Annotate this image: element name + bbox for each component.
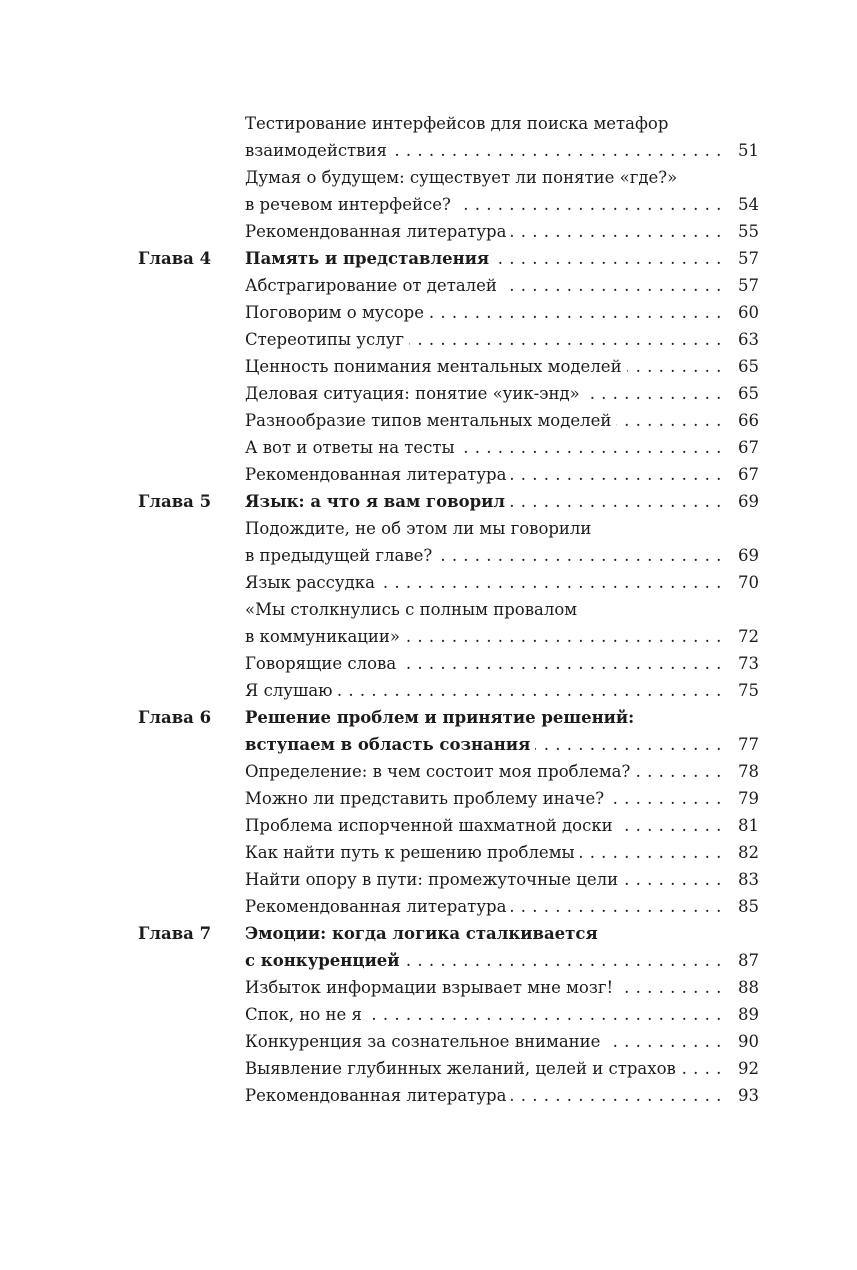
section-title-line xyxy=(245,1082,721,1109)
toc-entry xyxy=(0,1055,857,1082)
section-title: Тестирование интерфейсов для поиска метафор xyxy=(245,114,673,133)
toc-entry xyxy=(0,812,857,839)
section-title: Разнообразие типов ментальных моделей xyxy=(245,411,616,430)
section-title-line xyxy=(245,434,721,461)
page-number: 70 xyxy=(738,573,759,592)
section-title-line xyxy=(245,677,721,704)
page-number: 72 xyxy=(738,627,759,646)
section-title-line xyxy=(245,137,721,164)
section-title-line xyxy=(245,758,721,785)
toc-entry xyxy=(0,218,857,245)
toc-entry xyxy=(0,893,857,920)
page-number: 92 xyxy=(738,1059,759,1078)
section-title-line xyxy=(245,542,721,569)
section-title: Подождите, не об этом ли мы говорили xyxy=(245,519,596,538)
page-number: 83 xyxy=(738,870,759,889)
section-title: «Мы столкнулись с полным провалом xyxy=(245,600,582,619)
toc-entry xyxy=(0,245,857,272)
toc-entry xyxy=(0,326,857,353)
section-title: Поговорим о мусоре xyxy=(245,303,429,322)
page-number: 75 xyxy=(738,681,759,700)
page-number: 77 xyxy=(738,735,759,754)
chapter-title-line xyxy=(245,704,721,731)
page-number: 89 xyxy=(738,1005,759,1024)
toc-entry xyxy=(0,569,857,596)
section-title-line xyxy=(245,650,721,677)
page-number: 67 xyxy=(738,438,759,457)
toc-entry xyxy=(0,1082,857,1109)
section-title: Определение: в чем состоит моя проблема? xyxy=(245,762,635,781)
toc-entry xyxy=(0,137,857,164)
chapter-title: Язык: а что я вам говорил xyxy=(245,492,510,511)
section-title: Рекомендованная литература xyxy=(245,222,511,241)
chapter-title: с конкуренцией xyxy=(245,951,405,970)
page-number: 73 xyxy=(738,654,759,673)
toc-entry xyxy=(0,1028,857,1055)
section-title: Избыток информации взрывает мне мозг! xyxy=(245,978,618,997)
section-title: взаимодействия xyxy=(245,141,392,160)
chapter-title: Решение проблем и принятие решений: xyxy=(245,708,639,727)
chapter-label: Глава 7 xyxy=(138,924,212,943)
page-number: 85 xyxy=(738,897,759,916)
section-title-line xyxy=(245,812,721,839)
page-number: 55 xyxy=(738,222,759,241)
section-title-line xyxy=(245,461,721,488)
toc-entry xyxy=(0,1001,857,1028)
section-title-line xyxy=(245,380,721,407)
toc-entry xyxy=(0,866,857,893)
page-number: 90 xyxy=(738,1032,759,1051)
toc-entry xyxy=(0,731,857,758)
page-number: 93 xyxy=(738,1086,759,1105)
chapter-title: вступаем в область сознания xyxy=(245,735,535,754)
section-title: Спок, но не я xyxy=(245,1005,367,1024)
section-title-line xyxy=(245,1001,721,1028)
toc-entry xyxy=(0,164,857,191)
section-title: Рекомендованная литература xyxy=(245,897,511,916)
section-title-line xyxy=(245,893,721,920)
toc-entry xyxy=(0,677,857,704)
section-title: Проблема испорченной шахматной доски xyxy=(245,816,618,835)
section-title-line xyxy=(245,569,721,596)
section-title: в коммуникации» xyxy=(245,627,405,646)
section-title: Выявление глубинных желаний, целей и страхов xyxy=(245,1059,681,1078)
toc-entry xyxy=(0,515,857,542)
toc-entry xyxy=(0,353,857,380)
section-title-line xyxy=(245,785,721,812)
toc-entry xyxy=(0,623,857,650)
section-title-line xyxy=(245,353,721,380)
toc-entry xyxy=(0,839,857,866)
toc-entry xyxy=(0,434,857,461)
section-title: Конкуренция за сознательное внимание xyxy=(245,1032,605,1051)
section-title-line xyxy=(245,407,721,434)
section-title: Язык рассудка xyxy=(245,573,380,592)
page-number: 69 xyxy=(738,546,759,565)
page-number: 57 xyxy=(738,249,759,268)
page-number: 88 xyxy=(738,978,759,997)
section-title: Рекомендованная литература xyxy=(245,1086,511,1105)
section-title-line xyxy=(245,515,721,542)
chapter-title-line xyxy=(245,947,721,974)
toc-entry xyxy=(0,191,857,218)
page-number: 67 xyxy=(738,465,759,484)
chapter-title-line xyxy=(245,731,721,758)
toc-entry xyxy=(0,920,857,947)
section-title: Найти опору в пути: промежуточные цели xyxy=(245,870,623,889)
section-title-line xyxy=(245,1028,721,1055)
section-title: Можно ли представить проблему иначе? xyxy=(245,789,609,808)
section-title-line xyxy=(245,866,721,893)
page-number: 57 xyxy=(738,276,759,295)
page-number: 87 xyxy=(738,951,759,970)
chapter-label: Глава 4 xyxy=(138,249,212,268)
section-title-line xyxy=(245,974,721,1001)
page-number: 54 xyxy=(738,195,759,214)
page-number: 63 xyxy=(738,330,759,349)
page-number: 65 xyxy=(738,357,759,376)
page-number: 60 xyxy=(738,303,759,322)
toc-entry xyxy=(0,650,857,677)
section-title-line xyxy=(245,218,721,245)
page-number: 51 xyxy=(738,141,759,160)
section-title: в предыдущей главе? xyxy=(245,546,437,565)
section-title: А вот и ответы на тесты xyxy=(245,438,460,457)
toc-entry xyxy=(0,461,857,488)
toc-entry xyxy=(0,407,857,434)
chapter-title-line xyxy=(245,245,721,272)
toc-entry xyxy=(0,380,857,407)
toc-entry xyxy=(0,110,857,137)
section-title: Абстрагирование от деталей xyxy=(245,276,502,295)
page-number: 65 xyxy=(738,384,759,403)
section-title: Как найти путь к решению проблемы xyxy=(245,843,580,862)
toc-entry xyxy=(0,488,857,515)
toc-entry xyxy=(0,947,857,974)
section-title-line xyxy=(245,596,721,623)
section-title: Ценность понимания ментальных моделей xyxy=(245,357,627,376)
section-title-line xyxy=(245,623,721,650)
toc-entry xyxy=(0,704,857,731)
section-title: Я слушаю xyxy=(245,681,338,700)
section-title-line xyxy=(245,1055,721,1082)
toc-entry xyxy=(0,272,857,299)
toc-entry xyxy=(0,542,857,569)
chapter-title: Память и представления xyxy=(245,249,494,268)
toc-entry xyxy=(0,974,857,1001)
section-title-line xyxy=(245,191,721,218)
section-title-line xyxy=(245,272,721,299)
section-title: Говорящие слова xyxy=(245,654,401,673)
chapter-title: Эмоции: когда логика сталкивается xyxy=(245,924,603,943)
chapter-title-line xyxy=(245,488,721,515)
page-number: 82 xyxy=(738,843,759,862)
chapter-label: Глава 6 xyxy=(138,708,212,727)
toc-entry xyxy=(0,785,857,812)
toc-entry xyxy=(0,596,857,623)
section-title: Деловая ситуация: понятие «уик-энд» xyxy=(245,384,585,403)
section-title: в речевом интерфейсе? xyxy=(245,195,456,214)
toc-entry xyxy=(0,758,857,785)
section-title: Стереотипы услуг xyxy=(245,330,409,349)
page-number: 81 xyxy=(738,816,759,835)
section-title-line xyxy=(245,299,721,326)
toc-entry xyxy=(0,299,857,326)
section-title: Думая о будущем: существует ли понятие «где?» xyxy=(245,168,682,187)
chapter-label: Глава 5 xyxy=(138,492,212,511)
section-title-line xyxy=(245,839,721,866)
page-number: 78 xyxy=(738,762,759,781)
section-title-line xyxy=(245,110,721,137)
section-title-line xyxy=(245,326,721,353)
chapter-title-line xyxy=(245,920,721,947)
page-number: 69 xyxy=(738,492,759,511)
page-number: 66 xyxy=(738,411,759,430)
section-title-line xyxy=(245,164,721,191)
section-title: Рекомендованная литература xyxy=(245,465,511,484)
table-of-contents xyxy=(0,110,857,1109)
page-number: 79 xyxy=(738,789,759,808)
